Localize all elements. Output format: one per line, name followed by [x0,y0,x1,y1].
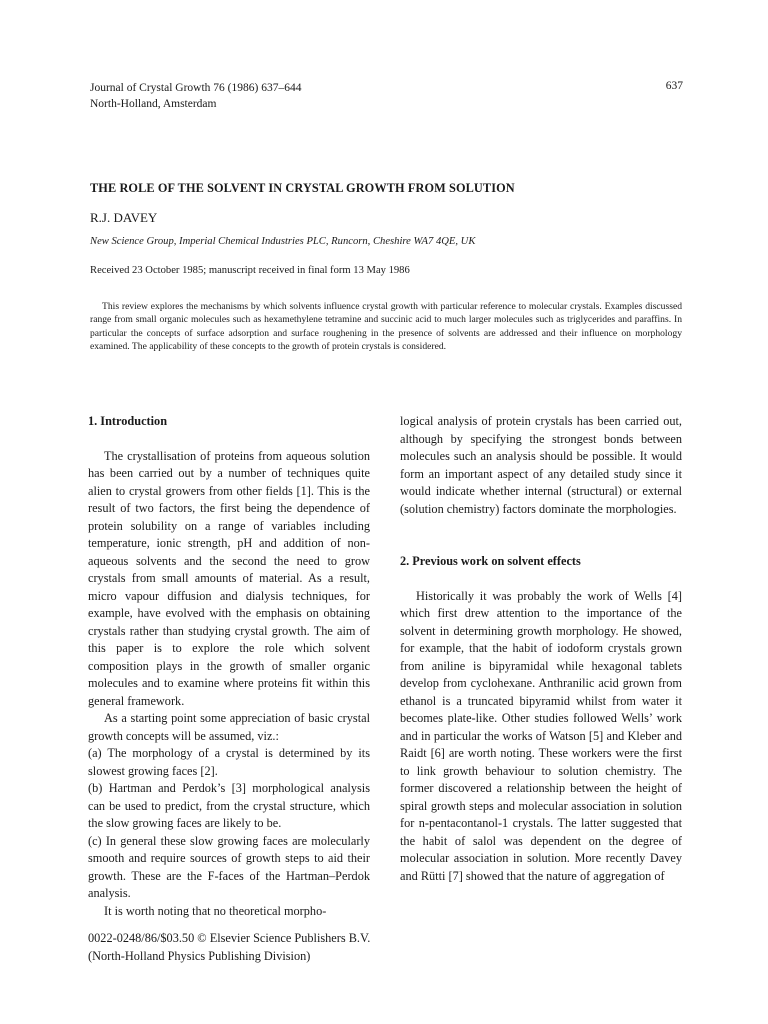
publisher-location: North-Holland, Amsterdam [90,98,217,110]
copyright-line: 0022-0248/86/$03.50 © Elsevier Science Publishers B.V. [88,931,371,945]
left-column [88,413,370,920]
list-item-a: (a) The morphology of a crystal is determined by its slowest growing faces [2]. [88,746,370,778]
section-2-heading: 2. Previous work on solvent effects [400,554,581,568]
division-line: (North-Holland Physics Publishing Division) [88,949,311,963]
list-item-c: (c) In general these slow growing faces are molecularly smooth and require sources of growth steps to aid their growth. These are the F-faces of the Hartman–Perdok analysis. [88,833,370,900]
list-item-b: (b) Hartman and Perdok’s [3] morphological analysis can be used to predict, from the crystal structure, which the slow growing faces are likely to be. [88,781,370,830]
article-author: R.J. DAVEY [90,210,158,225]
journal-header [90,80,301,112]
author-affiliation: New Science Group, Imperial Chemical Industries PLC, Runcorn, Cheshire WA7 4QE, UK [90,236,476,247]
page-number: 637 [665,80,683,92]
abstract: This review explores the mechanisms by which solvents influence crystal growth with particular reference to molecular crystals. Examples discussed range from small organic molecules such as hexamethylene tetramine and succinic acid to much larger molecules such as triglycerides and paraffins. In particular the concepts of surface adsorption and surface roughening in the presence of solvents are addressed and their influence on morphology examined. The applicability of these concepts to the growth of protein crystals is considered. [90,301,682,352]
section-1-heading: 1. Introduction [88,414,168,428]
intro-paragraph-1: The crystallisation of proteins from aqueous solution has been carried out by a number of techniques quite alien to crystal growers from other fields [1]. This is the result of two factors, the first being the dependence of protein solubility on a range of variables including temperature, ionic strength, pH and addition of non-aqueous solvents and the second the need to grow crystals from small amounts of material. As a result, micro vapour diffusion and dialysis techniques, for example, have evolved with the emphasis on obtaining crystals rather than studying crystal growth. The aim of this paper is to explore the role which solvent composition plays in the growth of smaller organic molecules and to examine where proteins fit within this general framework. [88,448,370,708]
article-title: THE ROLE OF THE SOLVENT IN CRYSTAL GROWTH FROM SOLUTION [90,181,515,195]
continued-paragraph: logical analysis of protein crystals has been carried out, although by specifying the strongest bonds between molecules such an analysis should be possible. It would form an important aspect of any detailed study since it would indicate whether internal (structural) or external (solution chemistry) factors dominate the morphologies. [400,414,682,516]
copyright-footer [88,929,370,965]
section-2-paragraph: Historically it was probably the work of Wells [4] which first drew attention to the importance of the solvent in determining growth morphology. He showed, for example, that the habit of iodoform crystals grown from aniline is bipyramidal while hexagonal tablets develop from cyclohexane. Anthranilic acid grown from ethanol is a truncated bipyramid whilst from water it becomes plate-like. Other studies followed Wells’ work and in particular the works of Watson [5] and Kleber and Raidt [6] are worth noting. These workers were the first to link growth behaviour to solution chemistry. The former discovered a relationship between the height of spiral growth steps and molecular association in solution for n-pentacontanol-1 crystals. The latter suggested that the habit of salol was dependent on the degree of molecular association in solution. More recently Davey and Rütti [7] showed that the nature of aggregation of [400,588,682,883]
intro-paragraph-3: It is worth noting that no theoretical morpho- [104,903,327,918]
received-dates: Received 23 October 1985; manuscript received in final form 13 May 1986 [90,265,410,276]
intro-paragraph-2: As a starting point some appreciation of basic crystal growth concepts will be assumed, viz.: [88,711,370,743]
journal-citation: Journal of Crystal Growth 76 (1986) 637–644 [90,82,302,94]
right-column [400,413,682,885]
